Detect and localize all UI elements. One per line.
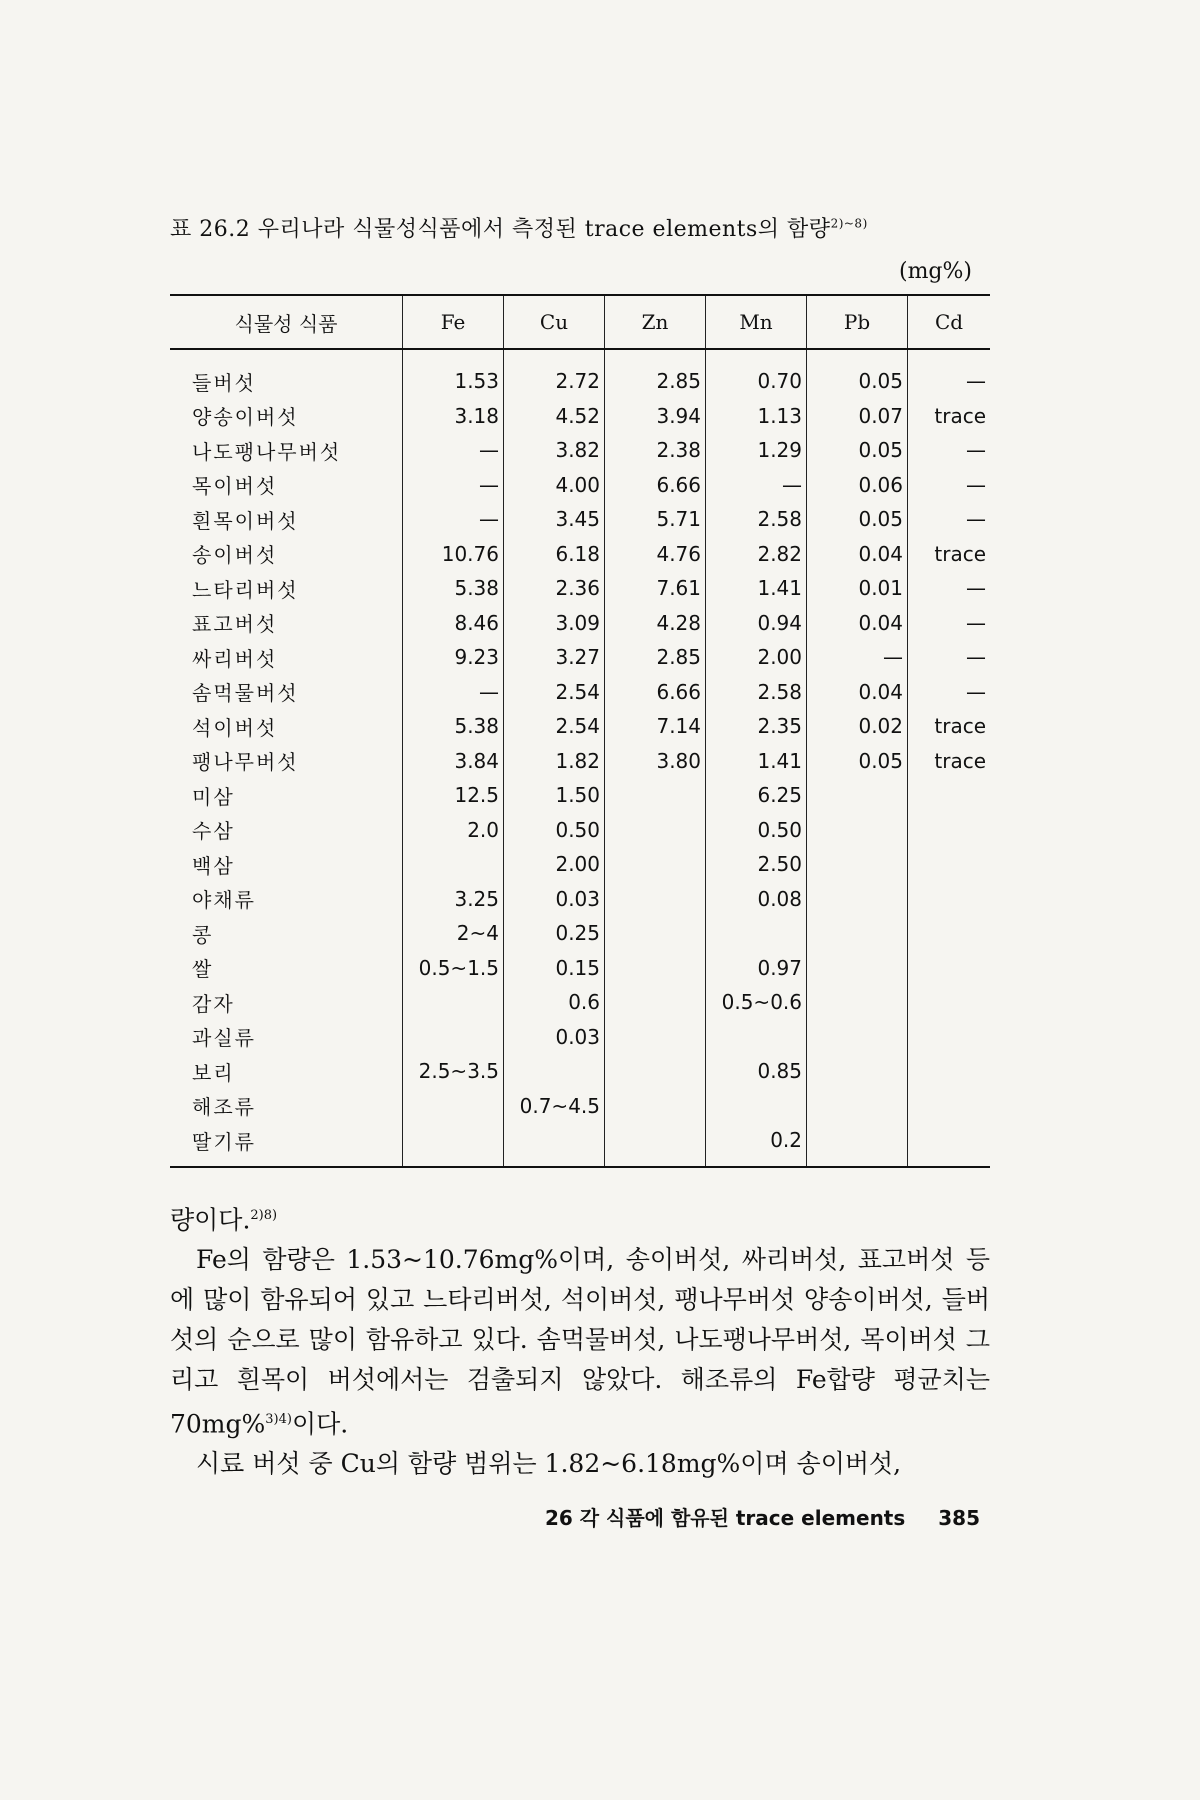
cell-pb <box>807 847 908 882</box>
cell-fe: 10.76 <box>403 537 504 572</box>
cell-zn: 4.76 <box>605 537 706 572</box>
cell-zn: 3.94 <box>605 399 706 434</box>
cell-zn: 3.80 <box>605 744 706 779</box>
cell-mn: 0.50 <box>706 813 807 848</box>
cell-cd <box>908 985 991 1020</box>
cell-zn <box>605 1054 706 1089</box>
cell-cu: 0.50 <box>504 813 605 848</box>
cell-cu: 2.36 <box>504 571 605 606</box>
cell-cu: 3.82 <box>504 433 605 468</box>
cell-cu: 0.03 <box>504 882 605 917</box>
cell-cu: 2.54 <box>504 709 605 744</box>
cell-cu: 0.25 <box>504 916 605 951</box>
caption-label: 표 26.2 <box>170 217 251 242</box>
cell-food: 미삼 <box>192 784 235 809</box>
paragraph-1-text: 량이다. <box>170 1204 251 1234</box>
cell-pb: 0.04 <box>807 537 908 572</box>
cell-pb: 0.05 <box>807 349 908 399</box>
table-row <box>170 916 990 951</box>
cell-food: 콩 <box>192 922 214 947</box>
table-row <box>170 1054 990 1089</box>
cell-pb: 0.01 <box>807 571 908 606</box>
cell-cu: 0.15 <box>504 951 605 986</box>
cell-cu: 3.09 <box>504 606 605 641</box>
cell-cu: 2.72 <box>504 349 605 399</box>
cell-cd: — <box>908 675 991 710</box>
table-row <box>170 1020 990 1055</box>
paragraph-2-ref: 3)4) <box>265 1411 292 1427</box>
table-caption <box>170 212 990 243</box>
table-body <box>170 349 990 1167</box>
cell-food: 쌀 <box>192 957 214 982</box>
cell-zn: 7.14 <box>605 709 706 744</box>
cell-cd <box>908 1089 991 1124</box>
header-cd: Cd <box>908 295 991 349</box>
cell-zn <box>605 1020 706 1055</box>
header-mn: Mn <box>706 295 807 349</box>
cell-food: 해조류 <box>192 1095 256 1120</box>
cell-mn: 2.58 <box>706 502 807 537</box>
cell-zn <box>605 951 706 986</box>
cell-zn <box>605 985 706 1020</box>
page-number: 385 <box>938 1506 980 1531</box>
table-header-row <box>170 295 990 349</box>
table-row <box>170 778 990 813</box>
cell-cd: trace <box>908 744 991 779</box>
cell-cd <box>908 847 991 882</box>
cell-pb: 0.05 <box>807 433 908 468</box>
cell-pb <box>807 1054 908 1089</box>
cell-food: 수삼 <box>192 819 235 844</box>
cell-cd: trace <box>908 537 991 572</box>
cell-cd: trace <box>908 399 991 434</box>
cell-cd: — <box>908 571 991 606</box>
cell-zn <box>605 882 706 917</box>
paragraph-1 <box>170 1196 990 1240</box>
cell-mn: 1.13 <box>706 399 807 434</box>
cell-mn: 0.08 <box>706 882 807 917</box>
cell-fe: 3.18 <box>403 399 504 434</box>
cell-food: 과실류 <box>192 1026 256 1051</box>
caption-ref: 2)~8) <box>830 216 868 231</box>
cell-cu: 2.54 <box>504 675 605 710</box>
cell-zn: 2.85 <box>605 349 706 399</box>
table-row <box>170 882 990 917</box>
cell-fe: 3.25 <box>403 882 504 917</box>
cell-pb <box>807 882 908 917</box>
cell-mn: 0.97 <box>706 951 807 986</box>
cell-fe: 2.5~3.5 <box>403 1054 504 1089</box>
cell-food: 들버섯 <box>192 370 256 395</box>
cell-zn <box>605 813 706 848</box>
body-text <box>170 1196 990 1485</box>
table-row <box>170 709 990 744</box>
cell-mn: 2.00 <box>706 640 807 675</box>
cell-pb <box>807 778 908 813</box>
cell-zn <box>605 847 706 882</box>
cell-food: 석이버섯 <box>192 715 278 740</box>
cell-mn: 2.82 <box>706 537 807 572</box>
table-row <box>170 985 990 1020</box>
cell-zn: 6.66 <box>605 468 706 503</box>
cell-zn: 5.71 <box>605 502 706 537</box>
table-row <box>170 571 990 606</box>
cell-pb <box>807 1089 908 1124</box>
cell-fe <box>403 1123 504 1167</box>
table-row <box>170 951 990 986</box>
header-fe: Fe <box>403 295 504 349</box>
cell-mn <box>706 1020 807 1055</box>
cell-mn: 0.85 <box>706 1054 807 1089</box>
cell-fe: — <box>403 468 504 503</box>
cell-pb: — <box>807 640 908 675</box>
cell-fe: 5.38 <box>403 709 504 744</box>
cell-mn: — <box>706 468 807 503</box>
cell-food: 감자 <box>192 991 235 1016</box>
cell-mn <box>706 916 807 951</box>
cell-fe: 2~4 <box>403 916 504 951</box>
cell-cd <box>908 813 991 848</box>
cell-fe: — <box>403 502 504 537</box>
cell-cd <box>908 951 991 986</box>
cell-pb: 0.04 <box>807 606 908 641</box>
cell-fe <box>403 1089 504 1124</box>
cell-zn <box>605 916 706 951</box>
cell-pb: 0.06 <box>807 468 908 503</box>
cell-cu <box>504 1123 605 1167</box>
cell-food: 야채류 <box>192 888 256 913</box>
paragraph-2-end: 이다. <box>291 1409 349 1439</box>
cell-zn <box>605 778 706 813</box>
paragraph-3: 시료 버섯 중 Cu의 함량 범위는 1.82~6.18mg%이며 송이버섯, <box>196 1449 902 1479</box>
cell-pb: 0.05 <box>807 744 908 779</box>
cell-pb <box>807 813 908 848</box>
cell-fe: — <box>403 433 504 468</box>
page-footer <box>170 1502 990 1531</box>
cell-mn: 1.29 <box>706 433 807 468</box>
cell-pb <box>807 1020 908 1055</box>
cell-food: 느타리버섯 <box>192 577 299 602</box>
cell-cd: trace <box>908 709 991 744</box>
cell-cu: 4.52 <box>504 399 605 434</box>
cell-food: 솜먹물버섯 <box>192 681 299 706</box>
cell-cu: 1.50 <box>504 778 605 813</box>
cell-pb: 0.02 <box>807 709 908 744</box>
cell-fe: 1.53 <box>403 349 504 399</box>
cell-cu: 6.18 <box>504 537 605 572</box>
footer-chapter: 26 각 식품에 함유된 trace elements <box>544 1506 906 1531</box>
cell-pb <box>807 916 908 951</box>
cell-fe <box>403 847 504 882</box>
header-pb: Pb <box>807 295 908 349</box>
cell-pb: 0.07 <box>807 399 908 434</box>
table-row <box>170 468 990 503</box>
table-row <box>170 502 990 537</box>
paragraph-2-text: Fe의 함량은 1.53~10.76mg%이며, 송이버섯, 싸리버섯, 표고버섯 등에 많이 함유되어 있고 느타리버섯, 석이버섯, 팽나무버섯 양송이버섯, 들버섯의 순으로 많이 함유하고 있다. 솜먹물버섯, 나도팽나무버섯, 목이버섯 그리고 흰목이 버섯에서는 검출되지 않았다. 해조류의 Fe합량 평균치는 70mg% <box>170 1244 990 1439</box>
table-row <box>170 1089 990 1124</box>
cell-zn: 4.28 <box>605 606 706 641</box>
cell-mn: 0.5~0.6 <box>706 985 807 1020</box>
cell-pb <box>807 951 908 986</box>
cell-cu: 1.82 <box>504 744 605 779</box>
cell-food: 나도팽나무버섯 <box>192 439 342 464</box>
cell-food: 팽나무버섯 <box>192 750 299 775</box>
cell-cd <box>908 1123 991 1167</box>
cell-food: 송이버섯 <box>192 543 278 568</box>
cell-fe: 12.5 <box>403 778 504 813</box>
cell-cd: — <box>908 433 991 468</box>
cell-cd: — <box>908 640 991 675</box>
cell-fe: 9.23 <box>403 640 504 675</box>
unit-label: (mg%) <box>898 259 972 284</box>
cell-pb: 0.05 <box>807 502 908 537</box>
cell-cd: — <box>908 502 991 537</box>
header-zn: Zn <box>605 295 706 349</box>
cell-mn: 2.58 <box>706 675 807 710</box>
header-cu: Cu <box>504 295 605 349</box>
cell-cd <box>908 916 991 951</box>
cell-mn: 0.70 <box>706 349 807 399</box>
cell-zn: 7.61 <box>605 571 706 606</box>
cell-food: 딸기류 <box>192 1129 256 1154</box>
cell-mn: 2.50 <box>706 847 807 882</box>
cell-cu: 3.45 <box>504 502 605 537</box>
cell-pb: 0.04 <box>807 675 908 710</box>
cell-pb <box>807 1123 908 1167</box>
cell-mn: 0.94 <box>706 606 807 641</box>
cell-cd <box>908 882 991 917</box>
cell-pb <box>807 985 908 1020</box>
caption-text: 우리나라 식물성식품에서 측정된 trace elements의 함량 <box>257 217 831 242</box>
table-row <box>170 433 990 468</box>
table-row <box>170 640 990 675</box>
cell-fe <box>403 985 504 1020</box>
table-row <box>170 537 990 572</box>
cell-cu <box>504 1054 605 1089</box>
cell-zn: 2.38 <box>605 433 706 468</box>
page <box>170 212 990 1531</box>
cell-fe: — <box>403 675 504 710</box>
cell-mn: 1.41 <box>706 571 807 606</box>
cell-food: 목이버섯 <box>192 474 278 499</box>
cell-cd: — <box>908 468 991 503</box>
cell-mn: 2.35 <box>706 709 807 744</box>
cell-mn: 6.25 <box>706 778 807 813</box>
cell-fe: 8.46 <box>403 606 504 641</box>
cell-fe: 2.0 <box>403 813 504 848</box>
cell-cd <box>908 1054 991 1089</box>
cell-cu: 0.03 <box>504 1020 605 1055</box>
table-row <box>170 606 990 641</box>
cell-food: 표고버섯 <box>192 612 278 637</box>
cell-fe: 5.38 <box>403 571 504 606</box>
cell-fe <box>403 1020 504 1055</box>
cell-cd <box>908 1020 991 1055</box>
table-row <box>170 675 990 710</box>
table-row <box>170 349 990 399</box>
cell-zn <box>605 1089 706 1124</box>
cell-cu: 3.27 <box>504 640 605 675</box>
cell-fe: 3.84 <box>403 744 504 779</box>
cell-food: 백삼 <box>192 853 235 878</box>
paragraph-1-ref: 2)8) <box>250 1207 278 1223</box>
table-row <box>170 847 990 882</box>
cell-mn: 1.41 <box>706 744 807 779</box>
cell-mn: 0.2 <box>706 1123 807 1167</box>
table-row <box>170 744 990 779</box>
table-row <box>170 813 990 848</box>
cell-cu: 0.6 <box>504 985 605 1020</box>
cell-fe: 0.5~1.5 <box>403 951 504 986</box>
cell-cu: 4.00 <box>504 468 605 503</box>
trace-elements-table <box>170 294 990 1168</box>
header-food: 식물성 식품 <box>170 295 403 349</box>
cell-food: 양송이버섯 <box>192 405 299 430</box>
cell-cd: — <box>908 349 991 399</box>
cell-zn: 6.66 <box>605 675 706 710</box>
cell-food: 흰목이버섯 <box>192 508 299 533</box>
cell-zn: 2.85 <box>605 640 706 675</box>
cell-food: 보리 <box>192 1060 235 1085</box>
cell-food: 싸리버섯 <box>192 646 278 671</box>
paragraph-2 <box>170 1240 990 1444</box>
cell-cd <box>908 778 991 813</box>
cell-zn <box>605 1123 706 1167</box>
cell-cu: 2.00 <box>504 847 605 882</box>
cell-cu: 0.7~4.5 <box>504 1089 605 1124</box>
cell-cd: — <box>908 606 991 641</box>
table-row <box>170 399 990 434</box>
cell-mn <box>706 1089 807 1124</box>
table-row <box>170 1123 990 1167</box>
